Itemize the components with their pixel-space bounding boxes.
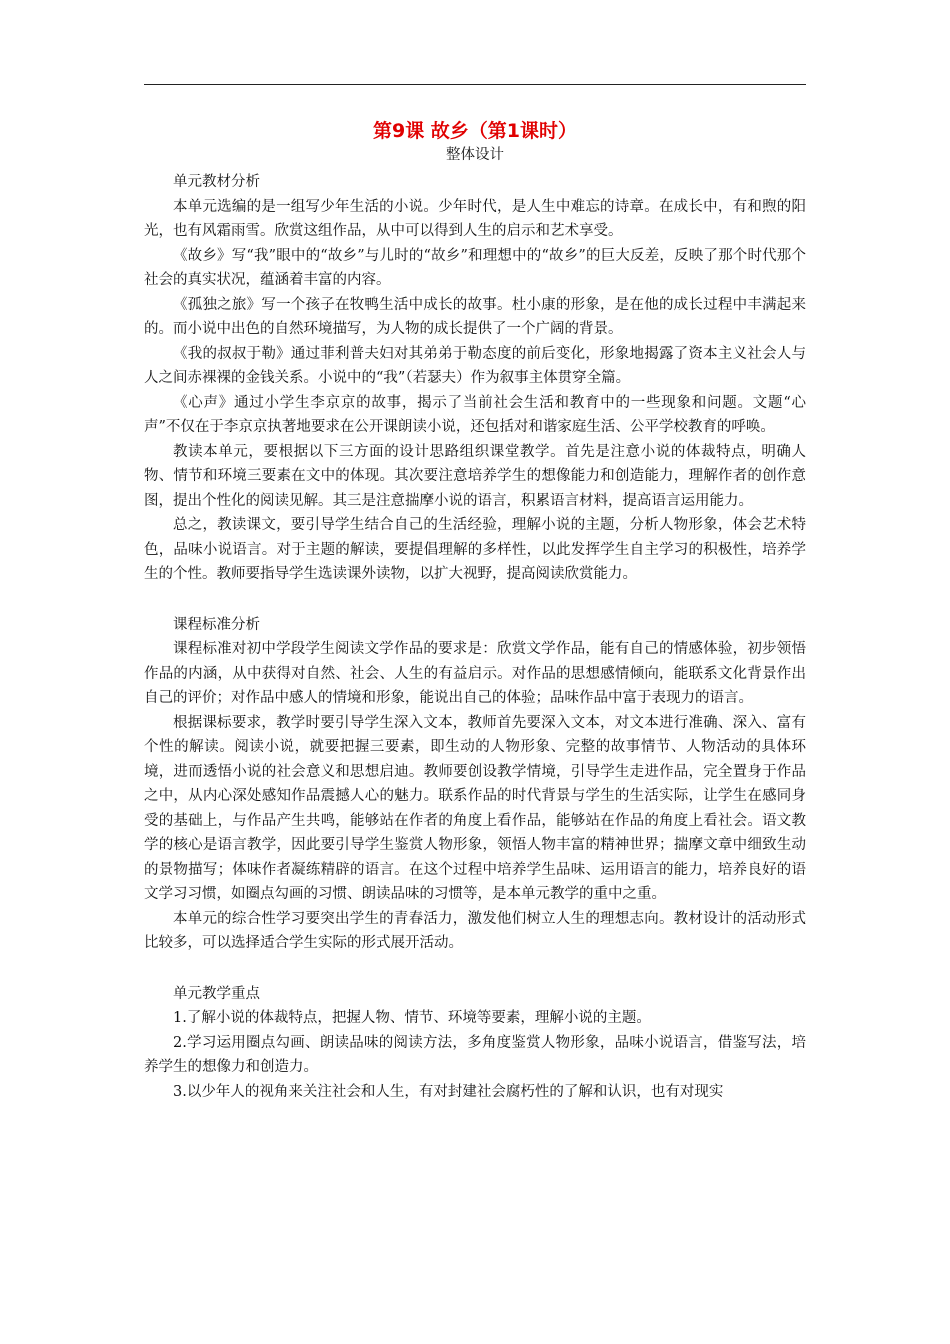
paragraph: 课程标准对初中学段学生阅读文学作品的要求是：欣赏文学作品，能有自己的情感体验，初步领悟作品的内涵，从中获得对自然、社会、人生的有益启示。对作品的思想感情倾向，能联系文化背景作出自己的评价；对作品中感人的情境和形象，能说出自己的体验；品味作品中富于表现力的语言。	[144, 641, 806, 706]
paragraph: 根据课标要求，教学时要引导学生深入文本，教师首先要深入文本，对文本进行准确、深入、富有个性的解读。阅读小说，就要把握三要素，即生动的人物形象、完整的故事情节、人物活动的具体环境，进而透悟小说的社会意义和思想启迪。教师要创设教学情境，引导学生走进作品，完全置身于作品之中，从内心深处感知作品震撼人心的魅力。联系作品的时代背景与学生的生活实际，让学生在感同身受的基础上，与作品产生共鸣，能够站在作者的角度上看作品，能够站在作品的角度上看社会。语文教学的核心是语言教学，因此要引导学生鉴赏人物形象，领悟人物丰富的精神世界；揣摩文章中细致生动的景物描写；体味作者凝练精辟的语言。在这个过程中培养学生品味、运用语言的能力，培养良好的语文学习习惯，如圈点勾画的习惯、朗读品味的习惯等，是本单元教学的重中之重。	[144, 714, 806, 902]
list-item: 3.以少年人的视角来关注社会和人生，有对封建社会腐朽性的了解和认识，也有对现实	[173, 1083, 724, 1100]
lesson-subtitle: 整体设计	[446, 147, 504, 163]
section-heading: 课程标准分析	[173, 616, 260, 633]
lesson-title: 第9课 故乡（第1课时）	[372, 120, 578, 142]
section-heading: 单元教材分析	[173, 174, 260, 190]
section-gap	[144, 956, 806, 982]
paragraph: 《故乡》写“我”眼中的“故乡”与儿时的“故乡”和理想中的“故乡”的巨大反差，反映了那个时代那个社会的真实状况，蕴涵着丰富的内容。	[144, 247, 806, 288]
list-item: 2.学习运用圈点勾画、朗读品味的阅读方法，多角度鉴赏人物形象，品味小说语言，借鉴写法，培养学生的想像力和创造力。	[144, 1034, 806, 1075]
paragraph: 总之，教读课文，要引导学生结合自己的生活经验，理解小说的主题，分析人物形象，体会艺术特色，品味小说语言。对于主题的解读，要提倡理解的多样性，以此发挥学生自主学习的积极性，培养学生的个性。教师要指导学生选读课外读物，以扩大视野，提高阅读欣赏能力。	[144, 517, 806, 582]
section-heading: 单元教学重点	[173, 985, 260, 1002]
section-gap	[144, 587, 806, 613]
paragraph: 《我的叔叔于勒》通过菲利普夫妇对其弟弟于勒态度的前后变化，形象地揭露了资本主义社会人与人之间赤裸裸的金钱关系。小说中的“我”（若瑟夫）作为叙事主体贯穿全篇。	[144, 345, 806, 386]
paragraph: 《孤独之旅》写一个孩子在牧鸭生活中成长的故事。杜小康的形象，是在他的成长过程中丰满起来的。而小说中出色的自然环境描写，为人物的成长提供了一个广阔的背景。	[144, 296, 806, 337]
list-item: 1.了解小说的体裁特点，把握人物、情节、环境等要素，理解小说的主题。	[173, 1010, 651, 1026]
header-rule	[144, 84, 806, 85]
paragraph: 《心声》通过小学生李京京的故事，揭示了当前社会生活和教育中的一些现象和问题。文题“心声”不仅在于李京京执著地要求在公开课朗读小说，还包括对和谐家庭生活、公平学校教育的呼唤。	[144, 394, 806, 435]
paragraph: 本单元选编的是一组写少年生活的小说。少年时代，是人生中难忘的诗章。在成长中，有和煦的阳光，也有风霜雨雪。欣赏这组作品，从中可以得到人生的启示和艺术享受。	[144, 198, 806, 239]
paragraph: 教读本单元，要根据以下三方面的设计思路组织课堂教学。首先是注意小说的体裁特点，明确人物、情节和环境三要素在文中的体现。其次要注意培养学生的想像能力和创造能力，理解作者的创作意图，提出个性化的阅读见解。其三是注意揣摩小说的语言，积累语言材料，提高语言运用能力。	[144, 443, 806, 509]
document-body	[144, 118, 806, 1104]
paragraph: 本单元的综合性学习要突出学生的青春活力，激发他们树立人生的理想志向。教材设计的活动形式比较多，可以选择适合学生实际的形式展开活动。	[144, 910, 806, 951]
